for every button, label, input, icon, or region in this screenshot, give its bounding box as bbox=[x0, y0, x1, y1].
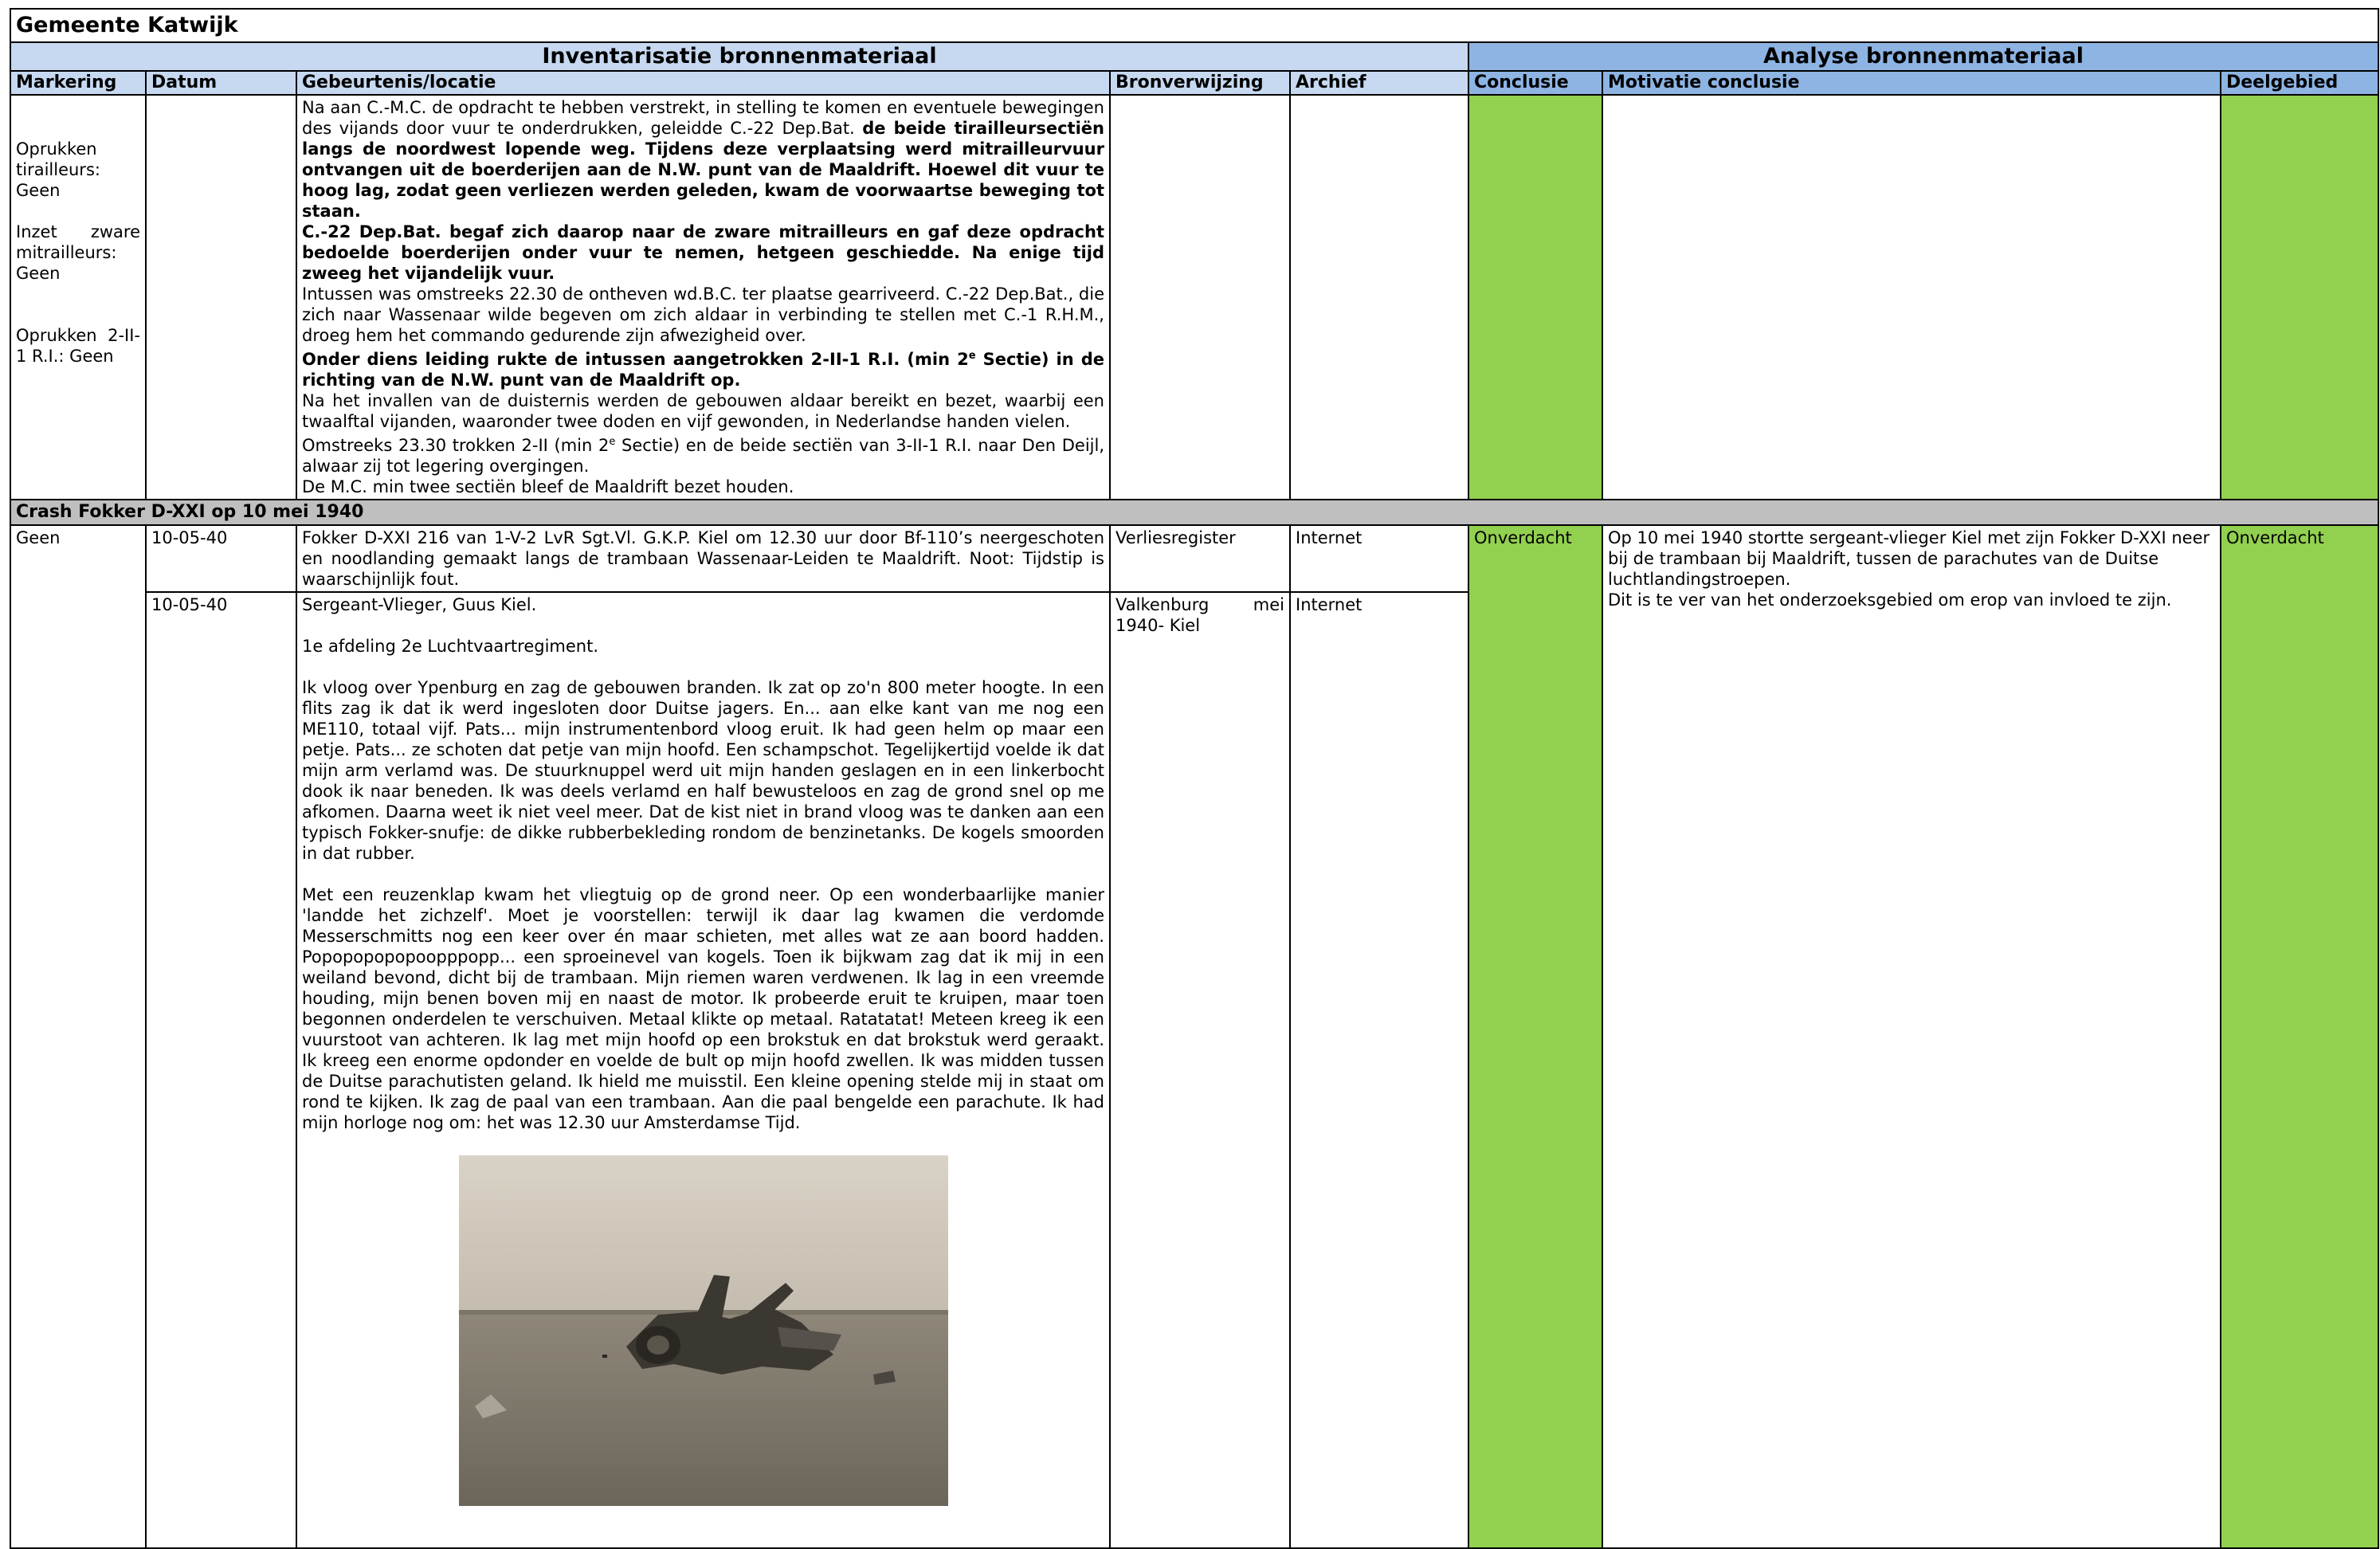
gebeurtenis-cell bbox=[296, 592, 1110, 1548]
event-text-d-bold: Onder diens leiding rukte de intussen aangetrokken 2-II-1 R.I. (min 2e Sectie) in de richting van de N.W. punt van de Maaldrift op. bbox=[302, 350, 1105, 390]
event-text-a-bold: de beide tirailleursectiën langs de noordwest lopende weg. Tijdens deze verplaatsing werd mitrailleurvuur ontvangen uit de boerderijen aan de N.W. punt van de Maaldrift. Hoewel dit vuur te hoog lag, zodat geen verliezen werden geleden, kwam de voorwaartse beweging tot staan. bbox=[302, 119, 1104, 221]
motivatie-text-2: Dit is te ver van het onderzoeksgebied om erop van invloed te zijn. bbox=[1608, 590, 2172, 610]
col-header-conclusie: Conclusie bbox=[1468, 71, 1602, 95]
col-header-motivatie: Motivatie conclusie bbox=[1602, 71, 2221, 95]
table-row bbox=[10, 95, 2378, 500]
col-header-datum: Datum bbox=[146, 71, 296, 95]
datum-cell: 10-05-40 bbox=[146, 525, 296, 592]
datum-cell: 10-05-40 bbox=[146, 592, 296, 1548]
account-paragraph-2: Met een reuzenklap kwam het vliegtuig op de grond neer. Op een wonderbaarlijke manier 'landde het zichzelf'. Moet je voorstellen: terwijl ik daar lag kwamen die verdomde Messerschmitts nog een keer over én maar schieten, met alles wat ze aan boord hadden. Popopopopopoopppopp... een sproeinevel van kogels. Toen ik bijkwam zag dat ik mij in een weiland bevond, dicht bij de trambaan. Mijn riemen waren verdwenen. Ik lag in een vreemde houding, mijn benen boven mij en naast de motor. Ik probeerde eruit te kruipen, maar toen begonnen onderdelen te verschuiven. Metaal klikte op metaal. Ratatatat! Meteen kreeg ik een vuurstoot van achteren. Ik lag met mijn hoofd op een brokstuk en dat brokstuk werd geraakt. Ik kreeg een enorme opdonder en voelde de bult op mijn hoofd zwellen. Ik was midden tussen de Duitse parachutisten geland. Ik hield me muisstil. Een kleine opening stelde mij in staat om rond te kijken. Ik zag de paal van een trambaan. Aan die paal bengelde een parachute. Ik had mijn horloge nog om: het was 12.30 uur Amsterdamse Tijd. bbox=[302, 885, 1104, 1132]
gebeurtenis-cell bbox=[296, 95, 1110, 500]
deelgebied-cell bbox=[2221, 95, 2378, 500]
gebeurtenis-cell: Fokker D-XXI 216 van 1-V-2 LvR Sgt.Vl. G.K.P. Kiel om 12.30 uur door Bf-110’s neergeschoten en noodlanding gemaakt langs de trambaan Wassenaar-Leiden te Maaldrift. Noot: Tijdstip is waarschijnlijk fout. bbox=[296, 525, 1110, 592]
archief-cell: Internet bbox=[1290, 592, 1468, 1548]
datum-cell bbox=[146, 95, 296, 500]
account-author: Sergeant-Vlieger, Guus Kiel. bbox=[302, 595, 537, 614]
crash-photo bbox=[459, 1155, 948, 1506]
archief-cell bbox=[1290, 95, 1468, 500]
col-header-deelgebied: Deelgebied bbox=[2221, 71, 2378, 95]
section-band-crash: Crash Fokker D-XXI op 10 mei 1940 bbox=[10, 500, 2378, 525]
deelgebied-cell: Onverdacht bbox=[2221, 525, 2378, 1548]
bron-cell bbox=[1110, 95, 1290, 500]
markering-cell: Geen bbox=[10, 525, 146, 1548]
event-text-b-bold: C.-22 Dep.Bat. begaf zich daarop naar de zware mitrailleurs en gaf deze opdracht bedoelde boerderijen onder vuur te nemen, hetgeen geschiedde. Na enige tijd zweeg het vijandelijk vuur. bbox=[302, 222, 1104, 283]
col-header-gebeurtenis: Gebeurtenis/locatie bbox=[296, 71, 1110, 95]
motivatie-cell bbox=[1602, 95, 2221, 500]
col-header-markering: Markering bbox=[10, 71, 146, 95]
section-analysis-header: Analyse bronnenmateriaal bbox=[1468, 42, 2378, 71]
markering-cell bbox=[10, 95, 146, 500]
event-text-f: Omstreeks 23.30 trokken 2-II (min 2e Sectie) en de beide sectiën van 3-II-1 R.I. naar Den Deijl, alwaar zij tot legering overgingen. bbox=[302, 436, 1104, 476]
bron-cell: Valkenburg mei 1940- Kiel bbox=[1110, 592, 1290, 1548]
event-text-e: Na het invallen van de duisternis werden de gebouwen aldaar bereikt en bezet, waarbij een twaalftal vijanden, waaronder twee doden en vijf gewonden, in Nederlandse handen vielen. bbox=[302, 391, 1104, 431]
document-page bbox=[10, 8, 2378, 1477]
col-header-archief: Archief bbox=[1290, 71, 1468, 95]
motivatie-text-1: Op 10 mei 1940 stortte sergeant-vlieger Kiel met zijn Fokker D-XXI neer bij de trambaan bij Maaldrift, tussen de parachutes van de Duitse luchtlandingstroepen. bbox=[1608, 528, 2210, 589]
event-text-c: Intussen was omstreeks 22.30 de ontheven wd.B.C. ter plaatse gearriveerd. C.-22 Dep.Bat., die zich naar Wassenaar wilde begeven om zich aldaar in verbinding te stellen met C.-1 R.H.M., droeg hem het commando gedurende zijn afwezigheid over. bbox=[302, 284, 1104, 345]
event-text-a: Na aan C.-M.C. de opdracht te hebben verstrekt, in stelling te komen en eventuele bewegingen des vijands door vuur te onderdrukken, geleidde C.-22 Dep.Bat. bbox=[302, 98, 1104, 138]
markering-mitrailleurs: Inzet zware mitrailleurs: Geen bbox=[16, 222, 140, 283]
source-table bbox=[10, 8, 2379, 1549]
bron-cell: Verliesregister bbox=[1110, 525, 1290, 592]
conclusie-cell: Onverdacht bbox=[1468, 525, 1602, 1548]
motivatie-cell bbox=[1602, 525, 2221, 1548]
archief-cell: Internet bbox=[1290, 525, 1468, 592]
account-paragraph-1: Ik vloog over Ypenburg en zag de gebouwen branden. Ik zat op zo'n 800 meter hoogte. In een flits zag ik dat ik werd ingesloten door Duitse jagers. En... aan elke kant van me nog een ME110, totaal vijf. Pats... mijn instrumentenbord vloog eruit. Ik had geen helm op maar een petje. Pats... ze schoten dat petje van mijn hoofd. Een schampschot. Tegelijkertijd voelde ik dat mijn arm verlamd was. De stuurknuppel werd uit mijn handen geslagen en in een linkerbocht dook ik naar beneden. Ik was deels verlamd en half bewusteloos en zag de grond snel op me afkomen. Daarna weet ik niet veel meer. Dat de kist niet in brand vloog was te danken aan een typisch Fokker-snufje: de dikke rubberbekleding rondom de benzinetanks. De kogels smoorden in dat rubber. bbox=[302, 678, 1104, 863]
document-title: Gemeente Katwijk bbox=[10, 9, 2378, 42]
account-unit: 1e afdeling 2e Luchtvaartregiment. bbox=[302, 637, 599, 656]
col-header-bronverwijzing: Bronverwijzing bbox=[1110, 71, 1290, 95]
conclusie-cell bbox=[1468, 95, 1602, 500]
event-text-g: De M.C. min twee sectiën bleef de Maaldrift bezet houden. bbox=[302, 477, 794, 496]
table-row bbox=[10, 525, 2378, 592]
markering-tirailleurs: Oprukken tirailleurs: Geen bbox=[16, 139, 100, 200]
markering-oprukken: Oprukken 2-II-1 R.I.: Geen bbox=[16, 326, 140, 366]
section-inventory-header: Inventarisatie bronnenmateriaal bbox=[10, 42, 1468, 71]
